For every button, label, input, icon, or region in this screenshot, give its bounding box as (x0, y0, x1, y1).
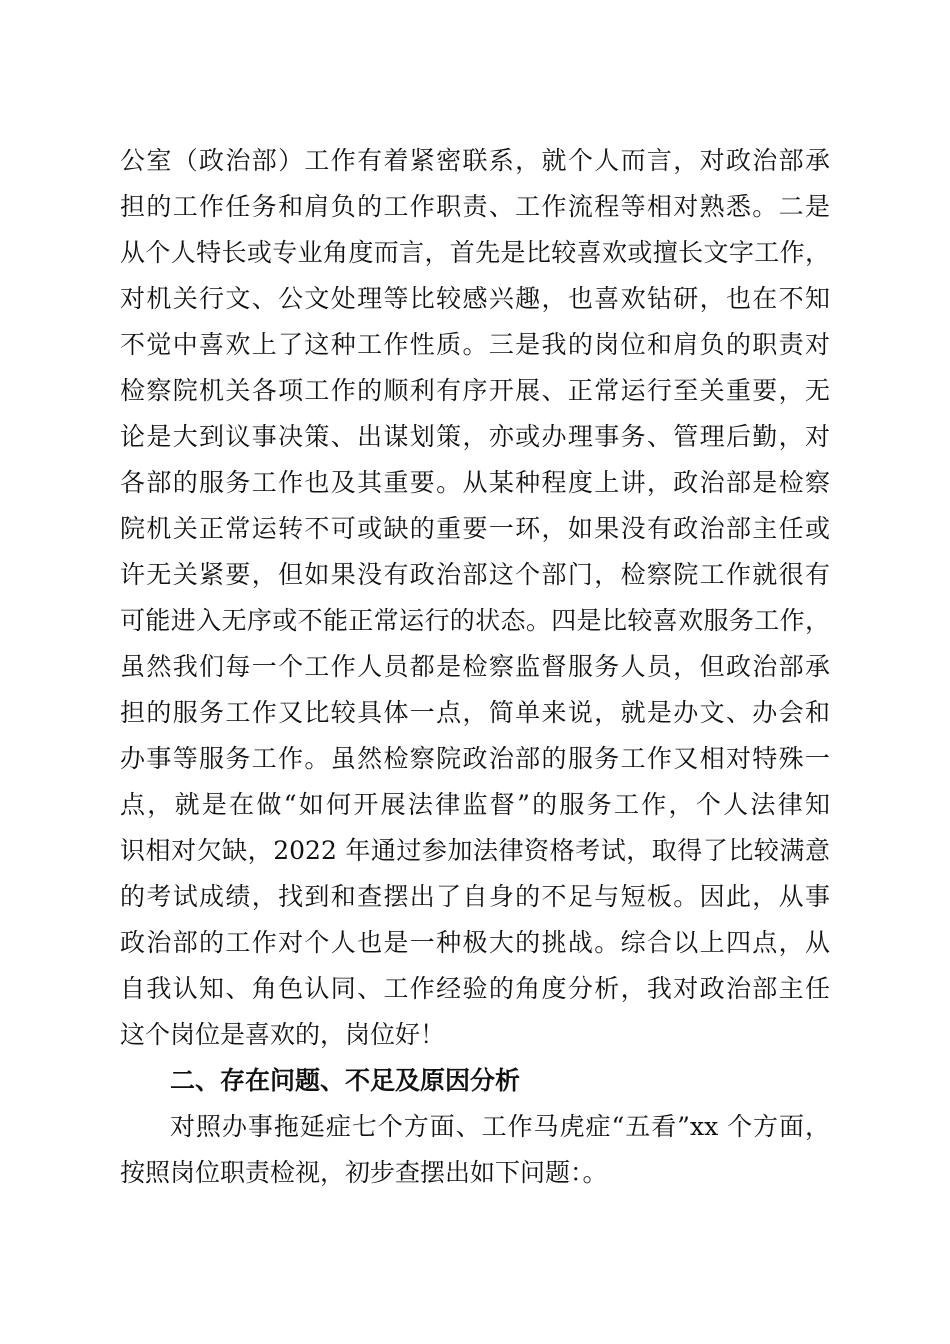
paragraph-line: 从个人特长或专业角度而言，首先是比较喜欢或擅长文字工作， (120, 238, 830, 267)
paragraph-line: 论是大到议事决策、出谋划策，亦或办理事务、管理后勤，对 (120, 422, 830, 451)
paragraph-line: 各部的服务工作也及其重要。从某种程度上讲，政治部是检察 (120, 468, 830, 497)
paragraph-line: 院机关正常运转不可或缺的重要一环，如果没有政治部主任或 (120, 514, 830, 543)
paragraph-line: 办事等服务工作。虽然检察院政治部的服务工作又相对特殊一 (120, 744, 830, 773)
paragraph-line: 担的服务工作又比较具体一点，简单来说，就是办文、办会和 (120, 698, 830, 727)
paragraph-line: 点，就是在做“如何开展法律监督”的服务工作，个人法律知 (120, 790, 830, 819)
paragraph-line: 政治部的工作对个人也是一种极大的挑战。综合以上四点，从 (120, 928, 830, 957)
paragraph-line: 对照办事拖延症七个方面、工作马虎症“五看”xx 个方面， (170, 1112, 830, 1141)
paragraph-line: 担的工作任务和肩负的工作职责、工作流程等相对熟悉。二是 (120, 192, 830, 221)
paragraph-line: 的考试成绩，找到和查摆出了自身的不足与短板。因此，从事 (120, 882, 830, 911)
paragraph-line: 不觉中喜欢上了这种工作性质。三是我的岗位和肩负的职责对 (120, 330, 830, 359)
paragraph-line: 公室（政治部）工作有着紧密联系，就个人而言，对政治部承 (120, 146, 830, 175)
paragraph-line: 识相对欠缺，2022 年通过参加法律资格考试，取得了比较满意 (120, 836, 830, 865)
paragraph-line: 可能进入无序或不能正常运行的状态。四是比较喜欢服务工作， (120, 606, 830, 635)
paragraph-line: 对机关行文、公文处理等比较感兴趣，也喜欢钻研，也在不知 (120, 284, 830, 313)
paragraph-line: 自我认知、角色认同、工作经验的角度分析，我对政治部主任 (120, 974, 830, 1003)
paragraph-line: 按照岗位职责检视，初步查摆出如下问题：。 (120, 1158, 608, 1187)
section-heading: 二、存在问题、不足及原因分析 (170, 1066, 521, 1095)
paragraph-line: 这个岗位是喜欢的，岗位好！ (120, 1020, 446, 1049)
paragraph-line: 虽然我们每一个工作人员都是检察监督服务人员，但政治部承 (120, 652, 830, 681)
paragraph-line: 许无关紧要，但如果没有政治部这个部门，检察院工作就很有 (120, 560, 830, 589)
paragraph-line: 检察院机关各项工作的顺利有序开展、正常运行至关重要，无 (120, 376, 830, 405)
